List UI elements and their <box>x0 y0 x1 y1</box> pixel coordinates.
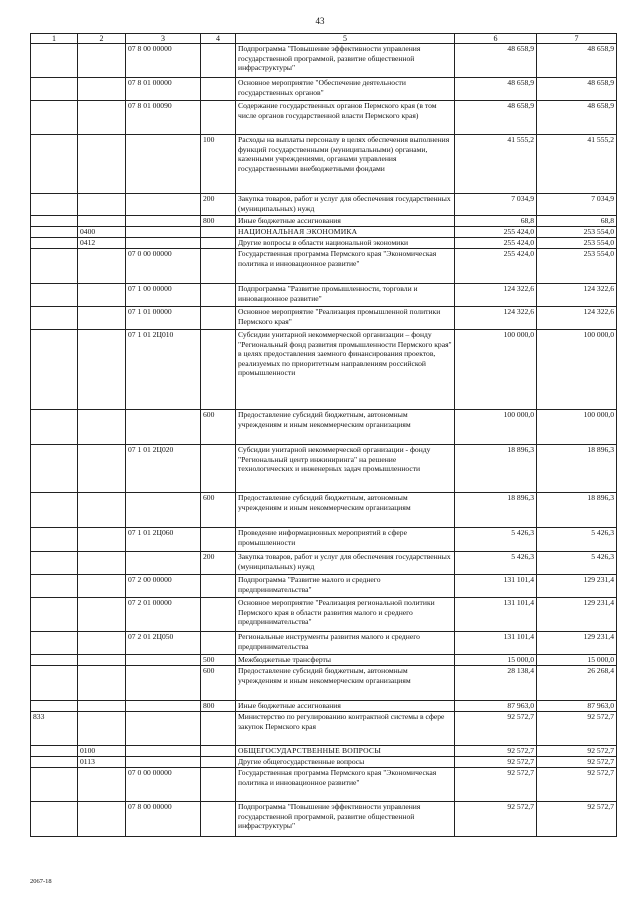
amount-year-2-cell: 87 963,0 <box>537 701 617 712</box>
target-article-cell <box>126 757 201 768</box>
section-code-cell: 0113 <box>78 757 126 768</box>
expense-type-cell <box>201 632 236 655</box>
target-article-cell: 07 8 01 00000 <box>126 78 201 101</box>
amount-year-2-cell: 92 572,7 <box>537 757 617 768</box>
ministry-code-cell <box>31 330 78 410</box>
table-row <box>31 284 617 307</box>
section-code-cell: 0100 <box>78 746 126 757</box>
amount-year-1-cell: 255 424,0 <box>455 238 537 249</box>
amount-year-2-cell: 253 554,0 <box>537 227 617 238</box>
target-article-cell <box>126 701 201 712</box>
amount-year-2-cell: 5 426,3 <box>537 552 617 575</box>
expense-type-cell: 200 <box>201 194 236 216</box>
section-code-cell <box>78 632 126 655</box>
table-row <box>31 238 617 249</box>
amount-year-2-cell: 129 231,4 <box>537 575 617 598</box>
expense-type-cell <box>201 528 236 552</box>
table-row <box>31 632 617 655</box>
amount-year-2-cell: 129 231,4 <box>537 598 617 632</box>
ministry-code-cell <box>31 135 78 194</box>
target-article-cell: 07 1 00 00000 <box>126 284 201 307</box>
target-article-cell <box>126 712 201 746</box>
table-row <box>31 307 617 330</box>
table-row <box>31 598 617 632</box>
description-cell: Другие вопросы в области национальной экономики <box>236 238 455 249</box>
section-code-cell: 0412 <box>78 238 126 249</box>
description-cell: Содержание государственных органов Пермского края (в том числе органов государственной власти Пермского края) <box>236 101 455 135</box>
target-article-cell <box>126 493 201 528</box>
target-article-cell: 07 2 00 00000 <box>126 575 201 598</box>
expense-type-cell <box>201 249 236 284</box>
table-row <box>31 712 617 746</box>
amount-year-2-cell: 7 034,9 <box>537 194 617 216</box>
expense-type-cell <box>201 746 236 757</box>
amount-year-2-cell: 253 554,0 <box>537 249 617 284</box>
amount-year-2-cell: 124 322,6 <box>537 284 617 307</box>
section-code-cell <box>78 802 126 837</box>
expense-type-cell <box>201 445 236 493</box>
target-article-cell <box>126 194 201 216</box>
table-row <box>31 135 617 194</box>
column-header: 6 <box>455 34 537 44</box>
ministry-code-cell <box>31 238 78 249</box>
section-code-cell <box>78 493 126 528</box>
amount-year-1-cell: 131 101,4 <box>455 632 537 655</box>
ministry-code-cell <box>31 445 78 493</box>
ministry-code-cell <box>31 598 78 632</box>
description-cell: Иные бюджетные ассигнования <box>236 216 455 227</box>
amount-year-1-cell: 131 101,4 <box>455 598 537 632</box>
ministry-code-cell <box>31 666 78 701</box>
amount-year-1-cell: 15 000,0 <box>455 655 537 666</box>
amount-year-2-cell: 100 000,0 <box>537 330 617 410</box>
column-header: 3 <box>126 34 201 44</box>
ministry-code-cell <box>31 101 78 135</box>
amount-year-1-cell: 28 138,4 <box>455 666 537 701</box>
target-article-cell: 07 1 01 2Ц020 <box>126 445 201 493</box>
expense-type-cell <box>201 712 236 746</box>
target-article-cell <box>126 746 201 757</box>
amount-year-1-cell: 92 572,7 <box>455 802 537 837</box>
ministry-code-cell <box>31 249 78 284</box>
section-code-cell <box>78 410 126 445</box>
amount-year-2-cell: 15 000,0 <box>537 655 617 666</box>
page-number: 43 <box>315 16 325 26</box>
section-code-cell: 0400 <box>78 227 126 238</box>
description-cell: Предоставление субсидий бюджетным, автономным учреждениям и иным некоммерческим организациям <box>236 410 455 445</box>
footer-document-code: 2067-18 <box>30 878 52 885</box>
section-code-cell <box>78 194 126 216</box>
target-article-cell <box>126 238 201 249</box>
amount-year-1-cell: 18 896,3 <box>455 493 537 528</box>
target-article-cell: 07 8 00 00000 <box>126 802 201 837</box>
amount-year-2-cell: 68,8 <box>537 216 617 227</box>
table-row <box>31 78 617 101</box>
section-code-cell <box>78 216 126 227</box>
description-cell: Субсидии унитарной некоммерческой организации - фонду "Региональный центр инжиниринга" на решение технологических и инженерных задач промышленности <box>236 445 455 493</box>
section-code-cell <box>78 528 126 552</box>
amount-year-1-cell: 5 426,3 <box>455 552 537 575</box>
target-article-cell: 07 1 01 00000 <box>126 307 201 330</box>
table-row <box>31 44 617 78</box>
description-cell: Основное мероприятие "Реализация региональной политики Пермского края в области развития малого и среднего предпринимательства" <box>236 598 455 632</box>
description-cell: Закупка товаров, работ и услуг для обеспечения государственных (муниципальных) нужд <box>236 552 455 575</box>
amount-year-1-cell: 48 658,9 <box>455 101 537 135</box>
target-article-cell: 07 8 00 00000 <box>126 44 201 78</box>
table-row <box>31 249 617 284</box>
amount-year-1-cell: 255 424,0 <box>455 249 537 284</box>
ministry-code-cell <box>31 78 78 101</box>
description-cell: Проведение информационных мероприятий в сфере промышленности <box>236 528 455 552</box>
target-article-cell: 07 1 01 2Ц010 <box>126 330 201 410</box>
section-code-cell <box>78 284 126 307</box>
description-cell: Подпрограмма "Повышение эффективности управления государственной программой, развитие общественной инфраструктуры" <box>236 802 455 837</box>
amount-year-1-cell: 7 034,9 <box>455 194 537 216</box>
description-cell: Министерство по регулированию контрактной системы в сфере закупок Пермского края <box>236 712 455 746</box>
amount-year-1-cell: 41 555,2 <box>455 135 537 194</box>
expense-type-cell <box>201 598 236 632</box>
expense-type-cell <box>201 757 236 768</box>
amount-year-1-cell: 92 572,7 <box>455 712 537 746</box>
target-article-cell <box>126 410 201 445</box>
section-code-cell <box>78 135 126 194</box>
target-article-cell: 07 2 01 2Ц050 <box>126 632 201 655</box>
section-code-cell <box>78 701 126 712</box>
amount-year-1-cell: 5 426,3 <box>455 528 537 552</box>
amount-year-2-cell: 92 572,7 <box>537 746 617 757</box>
ministry-code-cell <box>31 528 78 552</box>
expense-type-cell: 800 <box>201 216 236 227</box>
ministry-code-cell: 833 <box>31 712 78 746</box>
description-cell: Другие общегосударственные вопросы <box>236 757 455 768</box>
description-cell: Расходы на выплаты персоналу в целях обеспечения выполнения функций государственными (муниципальными) органами, казенными учреждениями, органами управления государственными внебюджетными фондами <box>236 135 455 194</box>
table-row <box>31 528 617 552</box>
expense-type-cell: 600 <box>201 410 236 445</box>
description-cell: Подпрограмма "Развитие малого и среднего предпринимательства" <box>236 575 455 598</box>
amount-year-2-cell: 41 555,2 <box>537 135 617 194</box>
amount-year-2-cell: 26 268,4 <box>537 666 617 701</box>
table-row <box>31 802 617 837</box>
description-cell: ОБЩЕГОСУДАРСТВЕННЫЕ ВОПРОСЫ <box>236 746 455 757</box>
amount-year-1-cell: 87 963,0 <box>455 701 537 712</box>
target-article-cell <box>126 552 201 575</box>
expense-type-cell: 600 <box>201 666 236 701</box>
budget-table <box>30 33 617 837</box>
amount-year-2-cell: 5 426,3 <box>537 528 617 552</box>
table-row <box>31 493 617 528</box>
target-article-cell <box>126 666 201 701</box>
amount-year-1-cell: 92 572,7 <box>455 757 537 768</box>
expense-type-cell <box>201 44 236 78</box>
description-cell: Подпрограмма "Повышение эффективности управления государственной программой, развитие общественной инфраструктуры" <box>236 44 455 78</box>
ministry-code-cell <box>31 194 78 216</box>
section-code-cell <box>78 101 126 135</box>
amount-year-1-cell: 124 322,6 <box>455 284 537 307</box>
amount-year-1-cell: 124 322,6 <box>455 307 537 330</box>
expense-type-cell <box>201 238 236 249</box>
description-cell: Региональные инструменты развития малого и среднего предпринимательства <box>236 632 455 655</box>
section-code-cell <box>78 712 126 746</box>
column-header: 5 <box>236 34 455 44</box>
ministry-code-cell <box>31 632 78 655</box>
target-article-cell: 07 2 01 00000 <box>126 598 201 632</box>
target-article-cell <box>126 655 201 666</box>
ministry-code-cell <box>31 216 78 227</box>
expense-type-cell: 200 <box>201 552 236 575</box>
column-header: 1 <box>31 34 78 44</box>
section-code-cell <box>78 768 126 802</box>
description-cell: Субсидии унитарной некоммерческой организации – фонду "Региональный фонд развития промышленности Пермского края" в целях предоставления заемного финансирования проектов, реализуемых по приоритетным направлениям российской промышленности <box>236 330 455 410</box>
table-row <box>31 410 617 445</box>
target-article-cell: 07 8 01 00090 <box>126 101 201 135</box>
amount-year-1-cell: 100 000,0 <box>455 330 537 410</box>
amount-year-2-cell: 48 658,9 <box>537 44 617 78</box>
table-row <box>31 101 617 135</box>
amount-year-2-cell: 92 572,7 <box>537 712 617 746</box>
table-row <box>31 655 617 666</box>
table-row <box>31 701 617 712</box>
ministry-code-cell <box>31 227 78 238</box>
ministry-code-cell <box>31 768 78 802</box>
section-code-cell <box>78 598 126 632</box>
ministry-code-cell <box>31 802 78 837</box>
section-code-cell <box>78 330 126 410</box>
expense-type-cell: 500 <box>201 655 236 666</box>
section-code-cell <box>78 655 126 666</box>
target-article-cell <box>126 227 201 238</box>
target-article-cell: 07 0 00 00000 <box>126 249 201 284</box>
expense-type-cell: 800 <box>201 701 236 712</box>
amount-year-2-cell: 253 554,0 <box>537 238 617 249</box>
description-cell: Основное мероприятие "Реализация промышленной политики Пермского края" <box>236 307 455 330</box>
amount-year-1-cell: 100 000,0 <box>455 410 537 445</box>
amount-year-2-cell: 100 000,0 <box>537 410 617 445</box>
amount-year-1-cell: 48 658,9 <box>455 44 537 78</box>
table-row <box>31 768 617 802</box>
section-code-cell <box>78 552 126 575</box>
expense-type-cell <box>201 78 236 101</box>
target-article-cell: 07 1 01 2Ц060 <box>126 528 201 552</box>
table-row <box>31 746 617 757</box>
ministry-code-cell <box>31 44 78 78</box>
amount-year-2-cell: 92 572,7 <box>537 802 617 837</box>
section-code-cell <box>78 445 126 493</box>
table-row <box>31 194 617 216</box>
ministry-code-cell <box>31 307 78 330</box>
section-code-cell <box>78 249 126 284</box>
section-code-cell <box>78 44 126 78</box>
description-cell: Иные бюджетные ассигнования <box>236 701 455 712</box>
table-row <box>31 445 617 493</box>
expense-type-cell <box>201 575 236 598</box>
ministry-code-cell <box>31 284 78 307</box>
description-cell: Межбюджетные трансферты <box>236 655 455 666</box>
ministry-code-cell <box>31 552 78 575</box>
expense-type-cell: 100 <box>201 135 236 194</box>
amount-year-2-cell: 18 896,3 <box>537 445 617 493</box>
description-cell: Основное мероприятие "Обеспечение деятельности государственных органов" <box>236 78 455 101</box>
target-article-cell: 07 0 00 00000 <box>126 768 201 802</box>
ministry-code-cell <box>31 757 78 768</box>
table-row <box>31 227 617 238</box>
table-header-row <box>31 34 617 44</box>
expense-type-cell <box>201 227 236 238</box>
column-header: 7 <box>537 34 617 44</box>
expense-type-cell <box>201 330 236 410</box>
amount-year-1-cell: 92 572,7 <box>455 768 537 802</box>
amount-year-1-cell: 48 658,9 <box>455 78 537 101</box>
amount-year-1-cell: 68,8 <box>455 216 537 227</box>
target-article-cell <box>126 135 201 194</box>
amount-year-2-cell: 124 322,6 <box>537 307 617 330</box>
expense-type-cell <box>201 284 236 307</box>
section-code-cell <box>78 78 126 101</box>
amount-year-1-cell: 255 424,0 <box>455 227 537 238</box>
target-article-cell <box>126 216 201 227</box>
amount-year-1-cell: 18 896,3 <box>455 445 537 493</box>
description-cell: Государственная программа Пермского края "Экономическая политика и инновационное развитие" <box>236 249 455 284</box>
column-header: 4 <box>201 34 236 44</box>
ministry-code-cell <box>31 410 78 445</box>
amount-year-1-cell: 131 101,4 <box>455 575 537 598</box>
table-row <box>31 330 617 410</box>
amount-year-1-cell: 92 572,7 <box>455 746 537 757</box>
ministry-code-cell <box>31 493 78 528</box>
amount-year-2-cell: 18 896,3 <box>537 493 617 528</box>
amount-year-2-cell: 48 658,9 <box>537 78 617 101</box>
ministry-code-cell <box>31 655 78 666</box>
table-row <box>31 575 617 598</box>
section-code-cell <box>78 575 126 598</box>
section-code-cell <box>78 307 126 330</box>
expense-type-cell: 600 <box>201 493 236 528</box>
table-row <box>31 666 617 701</box>
expense-type-cell <box>201 307 236 330</box>
description-cell: Закупка товаров, работ и услуг для обеспечения государственных (муниципальных) нужд <box>236 194 455 216</box>
expense-type-cell <box>201 768 236 802</box>
table-row <box>31 757 617 768</box>
section-code-cell <box>78 666 126 701</box>
description-cell: Подпрограмма "Развитие промышленности, торговли и инновационное развитие" <box>236 284 455 307</box>
amount-year-2-cell: 129 231,4 <box>537 632 617 655</box>
amount-year-2-cell: 48 658,9 <box>537 101 617 135</box>
ministry-code-cell <box>31 746 78 757</box>
description-cell: НАЦИОНАЛЬНАЯ ЭКОНОМИКА <box>236 227 455 238</box>
description-cell: Предоставление субсидий бюджетным, автономным учреждениям и иным некоммерческим организациям <box>236 493 455 528</box>
description-cell: Государственная программа Пермского края "Экономическая политика и инновационное развитие" <box>236 768 455 802</box>
expense-type-cell <box>201 802 236 837</box>
column-header: 2 <box>78 34 126 44</box>
table-row <box>31 552 617 575</box>
amount-year-2-cell: 92 572,7 <box>537 768 617 802</box>
ministry-code-cell <box>31 575 78 598</box>
expense-type-cell <box>201 101 236 135</box>
description-cell: Предоставление субсидий бюджетным, автономным учреждениям и иным некоммерческим организациям <box>236 666 455 701</box>
ministry-code-cell <box>31 701 78 712</box>
table-row <box>31 216 617 227</box>
